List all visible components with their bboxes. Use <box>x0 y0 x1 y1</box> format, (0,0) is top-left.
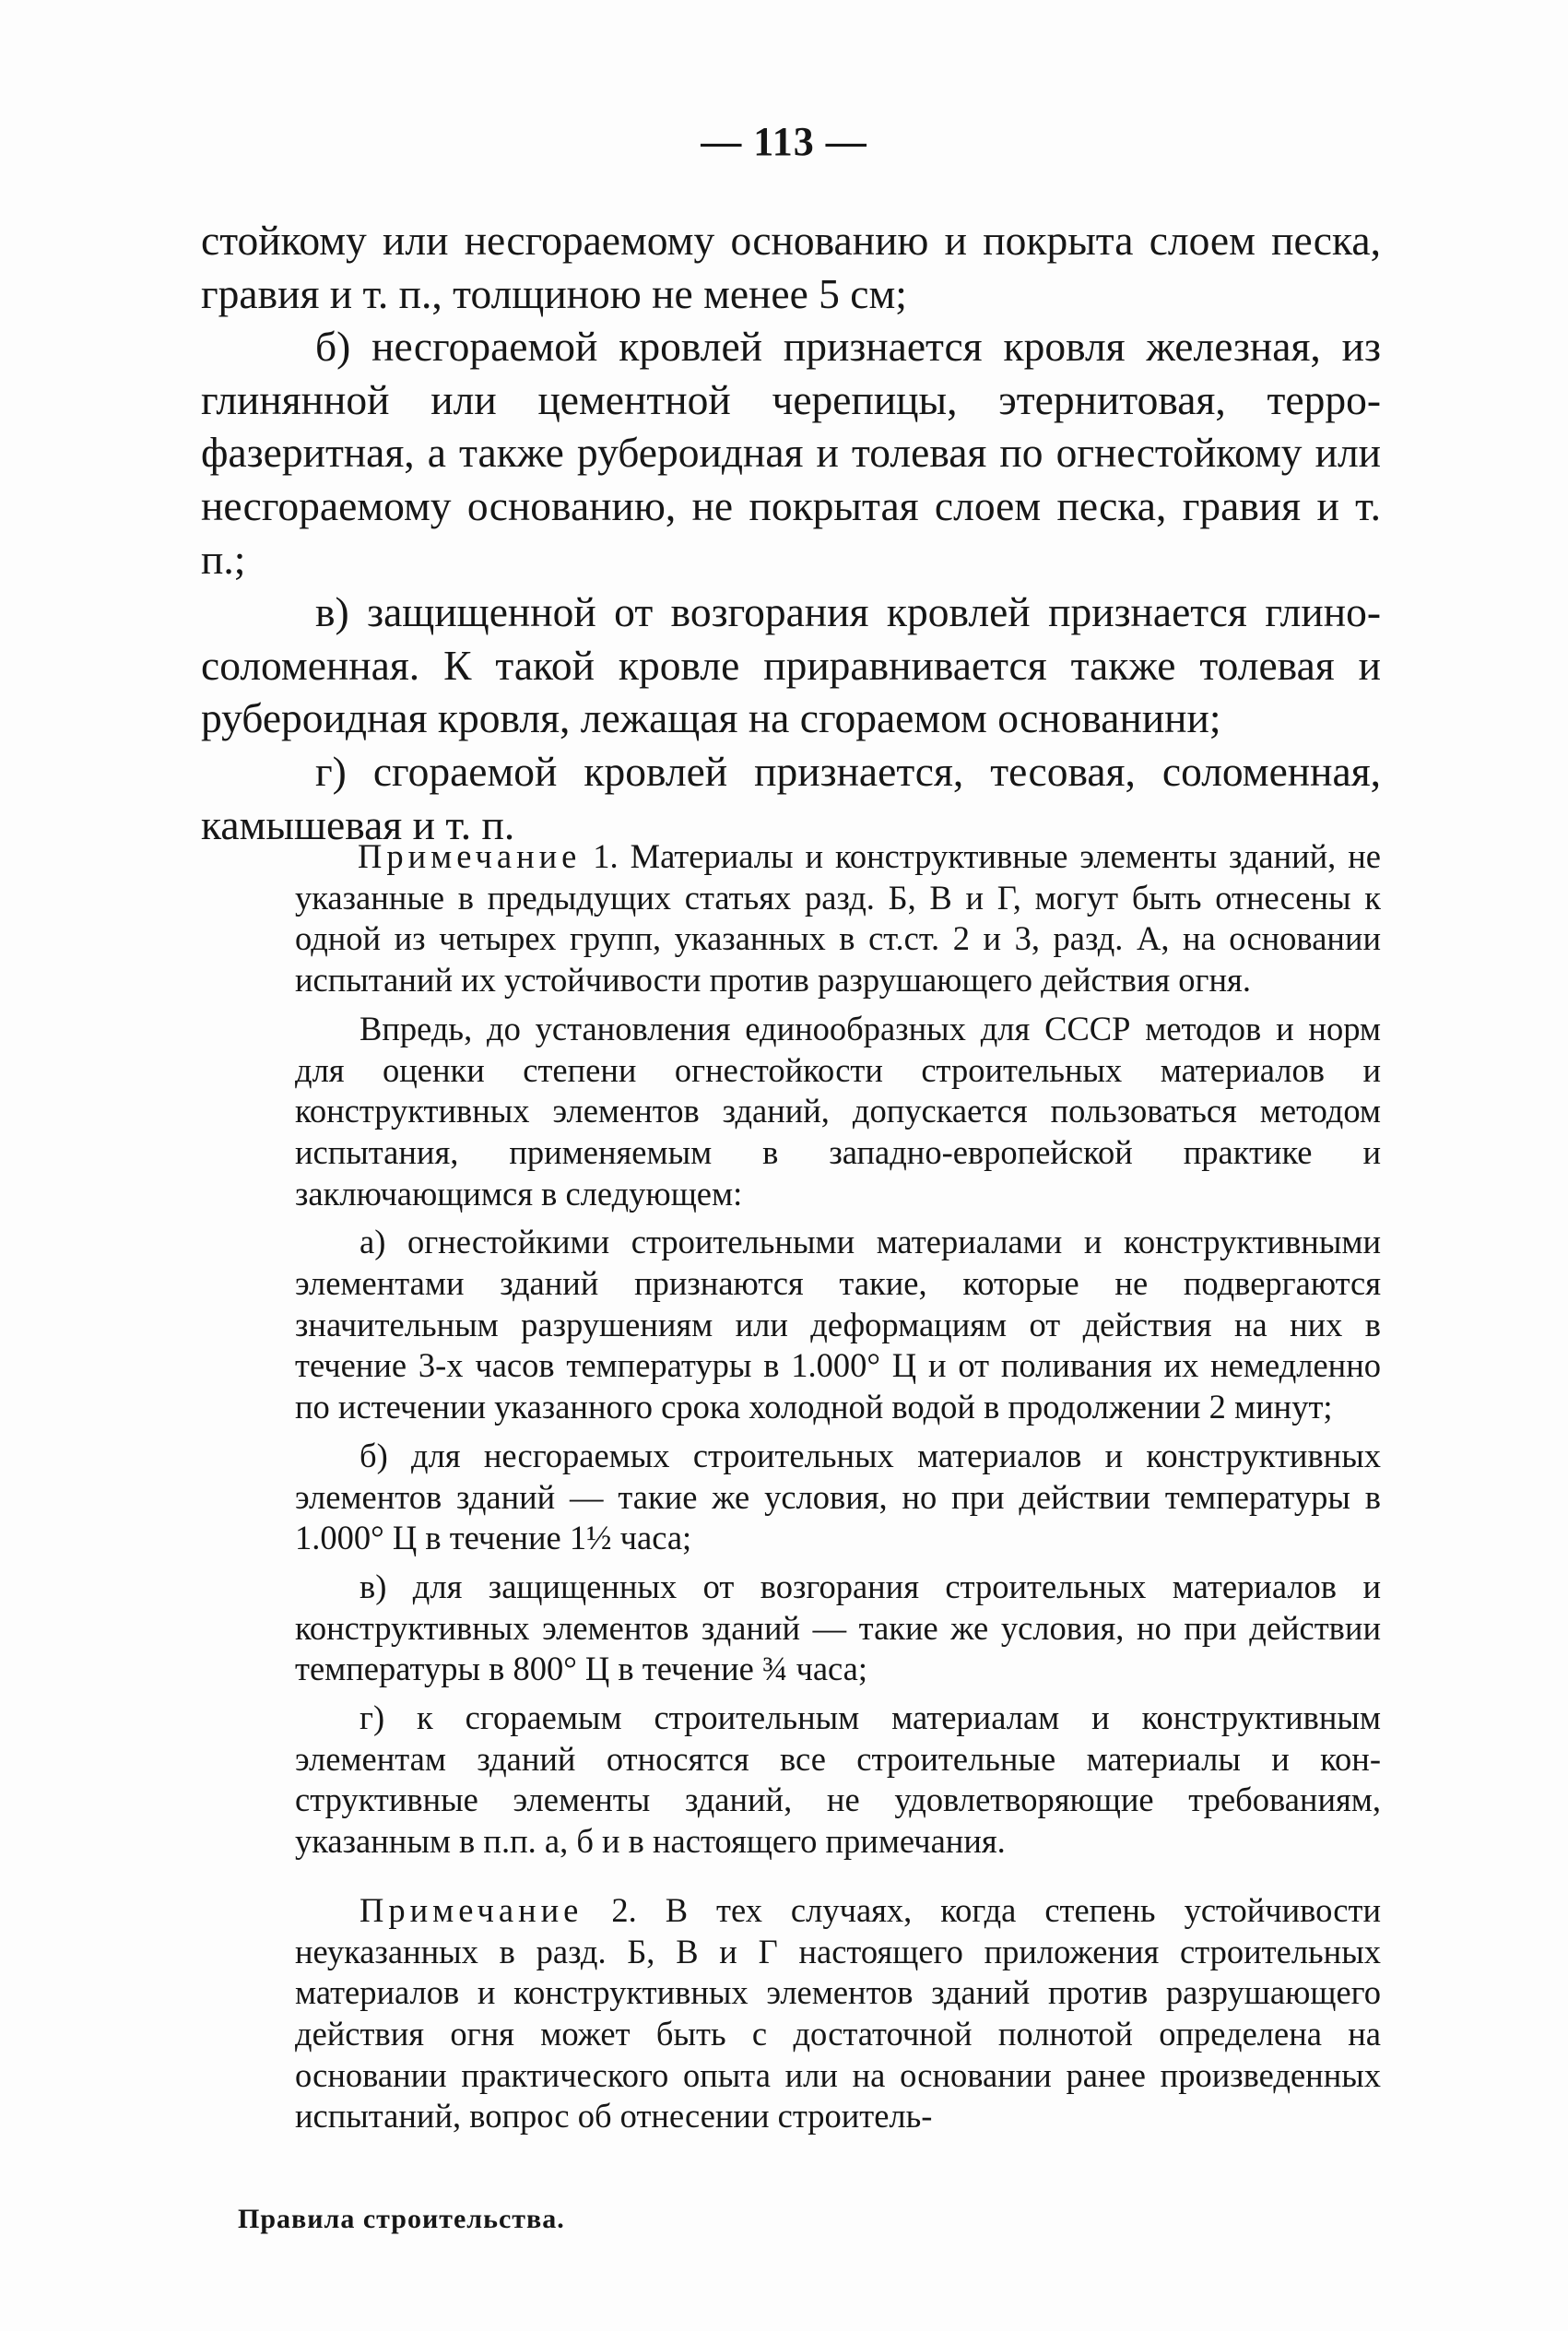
note-2 <box>295 1890 1381 2137</box>
notes-section <box>295 836 1381 2145</box>
paragraph-item-g: г) сгораемой кровлей признается, тесовая, соломенная, камышевая и т. п. <box>201 747 1381 848</box>
paragraph-item-v: в) защищенной от возгорания кровлей признается глиносоломенная. К такой кровле приравнивается также толевая и рубероидная кровля, лежащая на сгораемом основанини; <box>201 588 1381 742</box>
note-item-g: г) к сгораемым строительным материалам и конструктивным элементам зданий относятся все строительные материалы и конструктивные элементы зданий, не удовлетворяющие требованиям, указанным в п.п. а, б и в настоящего примечания. <box>295 1698 1381 1861</box>
note-paragraph-method: Впредь, до установления единообразных для СССР методов и норм для оценки степени огнестойкости строительных материалов и конструктивных элементов зданий, допускается пользоваться методом испытания, применяемым в западно-европейской практике и заключающимся в следующем: <box>295 1009 1381 1213</box>
note-1-label: Примечание <box>358 837 582 875</box>
main-text <box>201 214 1381 851</box>
page-number: — 113 — <box>701 119 867 164</box>
note-1 <box>295 836 1381 1001</box>
paragraph-continuation: стойкому или несгораемому основанию и покрыта слоем песка, гравия и т. п., толщиною не менее 5 см; <box>201 217 1381 317</box>
note-item-b: б) для несгораемых строительных материалов и конструктивных элементов зданий — такие же условия, но при действии температуры в 1.000° Ц в течение 1½ часа; <box>295 1436 1381 1557</box>
note-item-v: в) для защищенных от возгорания строительных материалов и конструктивных элементов зданий — такие же условия, но при действии температуры в 800° Ц в течение ¾ часа; <box>295 1567 1381 1688</box>
note-1-text: 1. Материалы и конструктивные элементы зданий, не указанные в предыдущих статьях разд. Б, В и Г, могут быть отнесены к одной из четырех групп, указанных в ст.ст. 2 и 3, разд. А, на основании испытаний их устойчивости против разрушающего действия огня. <box>295 837 1381 1000</box>
note-2-label: Примечание <box>360 1890 584 1929</box>
footer-signature: Правила строительства. <box>238 2204 565 2234</box>
note-item-a: а) огнестойкими строительными материалами и конструктивными элементами зданий признаются такие, которые не подвергаются значительным разрушениям или деформациям от действия на них в течение 3-х часов температуры в 1.000° Ц и от поливания их немедленно по истечении указанного срока холодной водой в продолжении 2 минут; <box>295 1223 1381 1426</box>
note-2-text: 2. В тех случаях, когда степень устойчивости неуказанных в разд. Б, В и Г настоящего приложения строительных материалов и конструктивных элементов зданий против разрушающего действия огня может быть с достаточной полнотой определена на основании практического опыта или на основании ранее произведенных испытаний, вопрос об отнесении строитель- <box>295 1890 1381 2136</box>
paragraph-item-b: б) несгораемой кровлей признается кровля железная, из глинянной или цементной черепицы, этернитовая, террофазеритная, а также рубероидная и толевая по огнестойкому или несгораемому основанию, не покрытая слоем песка, гравия и т. п.; <box>201 323 1381 583</box>
